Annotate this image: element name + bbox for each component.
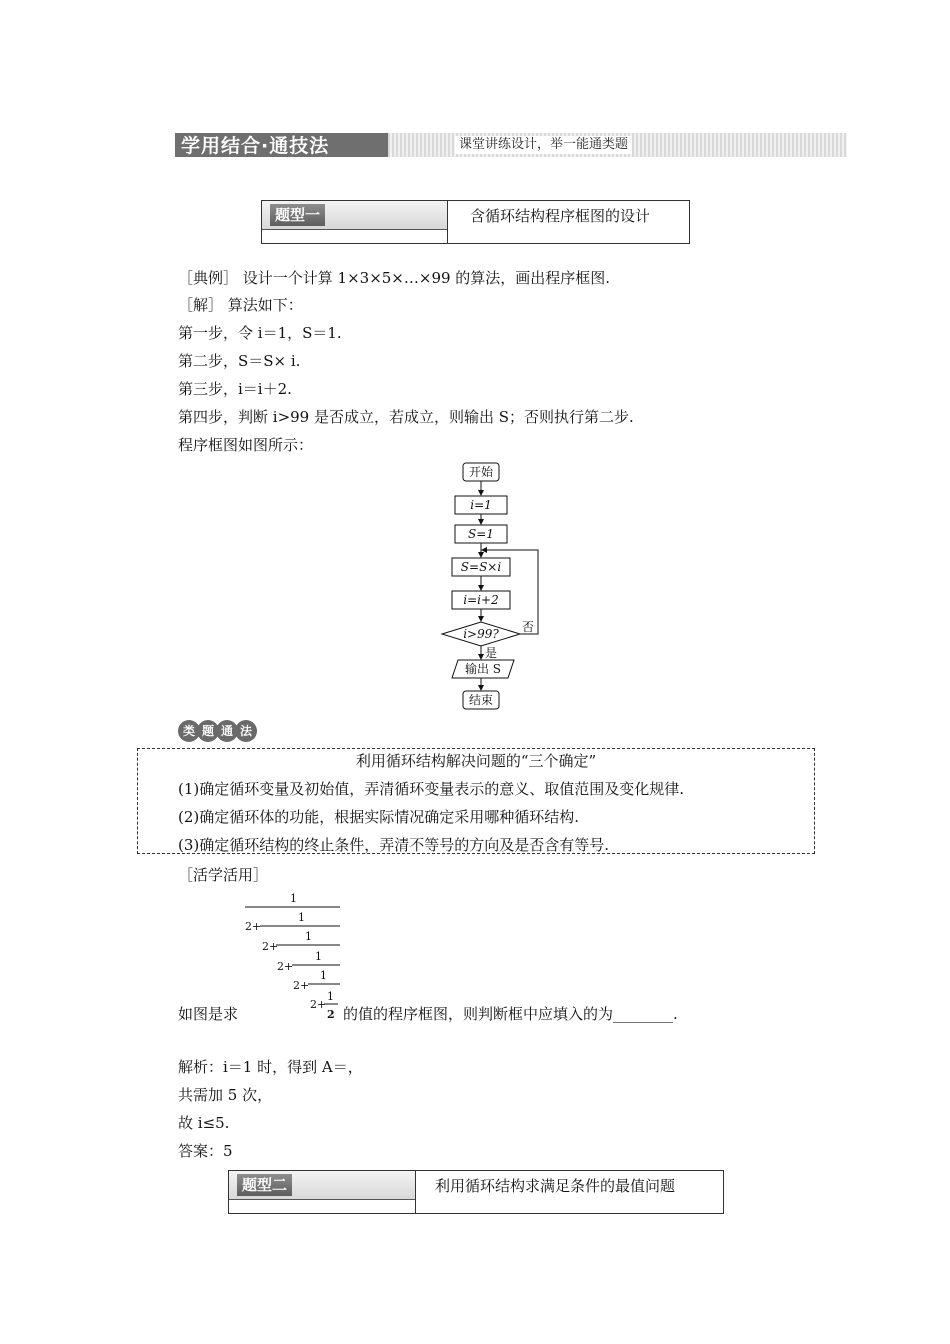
condition-label: i>99? <box>463 627 499 641</box>
banner-title: 学用结合·通技法 <box>181 135 330 157</box>
step-1: 第一步，令 i＝1，S＝1. <box>178 324 342 342</box>
tip-item-2: (2)确定循环体的功能，根据实际情况确定采用哪种循环结构. <box>178 808 580 826</box>
flowchart <box>430 458 550 714</box>
frac-2plus-1: 2+ <box>245 920 262 933</box>
frac-den: 2 <box>327 1008 335 1021</box>
yes-label: 是 <box>484 646 498 660</box>
frac-2plus-5: 2+ <box>310 998 327 1011</box>
practice-label: ［活学活用］ <box>178 866 269 884</box>
increment-label: i=i+2 <box>463 593 499 607</box>
no-label: 否 <box>521 620 535 634</box>
type-two-tag-bg <box>229 1171 415 1200</box>
frac-2plus-3: 2+ <box>277 960 294 973</box>
question-suffix: 的值的程序框图，则判断框中应填入的为________. <box>343 1005 678 1023</box>
init-i-label: i=1 <box>470 498 492 512</box>
type-two-box <box>228 1170 724 1214</box>
multiply-label: S=S×i <box>460 560 502 574</box>
analysis-line-2: 共需加 5 次， <box>178 1086 273 1104</box>
banner-title-block <box>175 133 388 157</box>
type-one-box <box>261 200 690 244</box>
frac-num-4: 1 <box>315 950 322 963</box>
example-prompt: ［典例］ 设计一个计算 1×3×5×…×99 的算法，画出程序框图. <box>178 269 611 287</box>
section-banner <box>175 132 847 158</box>
frac-num-1: 1 <box>290 892 297 905</box>
output-label: 输出 S <box>464 662 502 676</box>
tip-box <box>137 748 815 854</box>
tip-item-3: (3)确定循环结构的终止条件，弄清不等号的方向及是否含有等号. <box>178 836 610 854</box>
frac-num-6: 1 <box>327 990 334 1003</box>
type-one-tag: 题型一 <box>270 204 325 226</box>
type-one-title: 含循环结构程序框图的设计 <box>470 207 651 225</box>
start-label: 开始 <box>468 465 494 479</box>
end-label: 结束 <box>468 693 494 707</box>
tip-item-1: (1)确定循环变量及初始值，弄清循环变量表示的意义、取值范围及变化规律. <box>178 780 685 798</box>
analysis-line-1: 解析：i＝1 时，得到 A＝， <box>178 1058 363 1076</box>
frac-num-2: 1 <box>298 911 305 924</box>
tip-badge-3: 通 <box>216 720 238 742</box>
question-prefix: 如图是求 <box>178 1005 239 1023</box>
tip-badges <box>178 720 258 742</box>
step-3: 第三步，i＝i＋2. <box>178 380 292 398</box>
flowchart-intro: 程序框图如图所示： <box>178 436 314 454</box>
tip-badge-1: 类 <box>178 720 200 742</box>
banner-subtitle: 课堂讲练设计，举一能通类题 <box>455 136 632 154</box>
continued-fraction <box>240 888 350 1024</box>
type-one-divider <box>447 201 448 243</box>
frac-2plus-2: 2+ <box>262 940 279 953</box>
frac-num-5: 1 <box>320 969 327 982</box>
analysis-line-3: 故 i≤5. <box>178 1114 230 1132</box>
frac-2plus-4: 2+ <box>293 979 310 992</box>
type-two-title: 利用循环结构求满足条件的最值问题 <box>435 1177 676 1195</box>
type-one-tag-bg <box>262 201 447 230</box>
step-4: 第四步，判断 i>99 是否成立，若成立，则输出 S；否则执行第二步. <box>178 408 634 426</box>
frac-num-3: 1 <box>305 930 312 943</box>
solution-label: ［解］ 算法如下： <box>178 296 303 314</box>
tip-heading: 利用循环结构解决问题的“三个确定” <box>355 752 597 770</box>
type-two-tag: 题型二 <box>237 1174 292 1196</box>
answer: 答案：5 <box>178 1142 233 1160</box>
tip-badge-4: 法 <box>235 720 257 742</box>
type-two-divider <box>415 1171 416 1213</box>
step-2: 第二步，S＝S× i. <box>178 352 301 370</box>
tip-badge-2: 题 <box>197 720 219 742</box>
init-s-label: S=1 <box>468 527 494 541</box>
